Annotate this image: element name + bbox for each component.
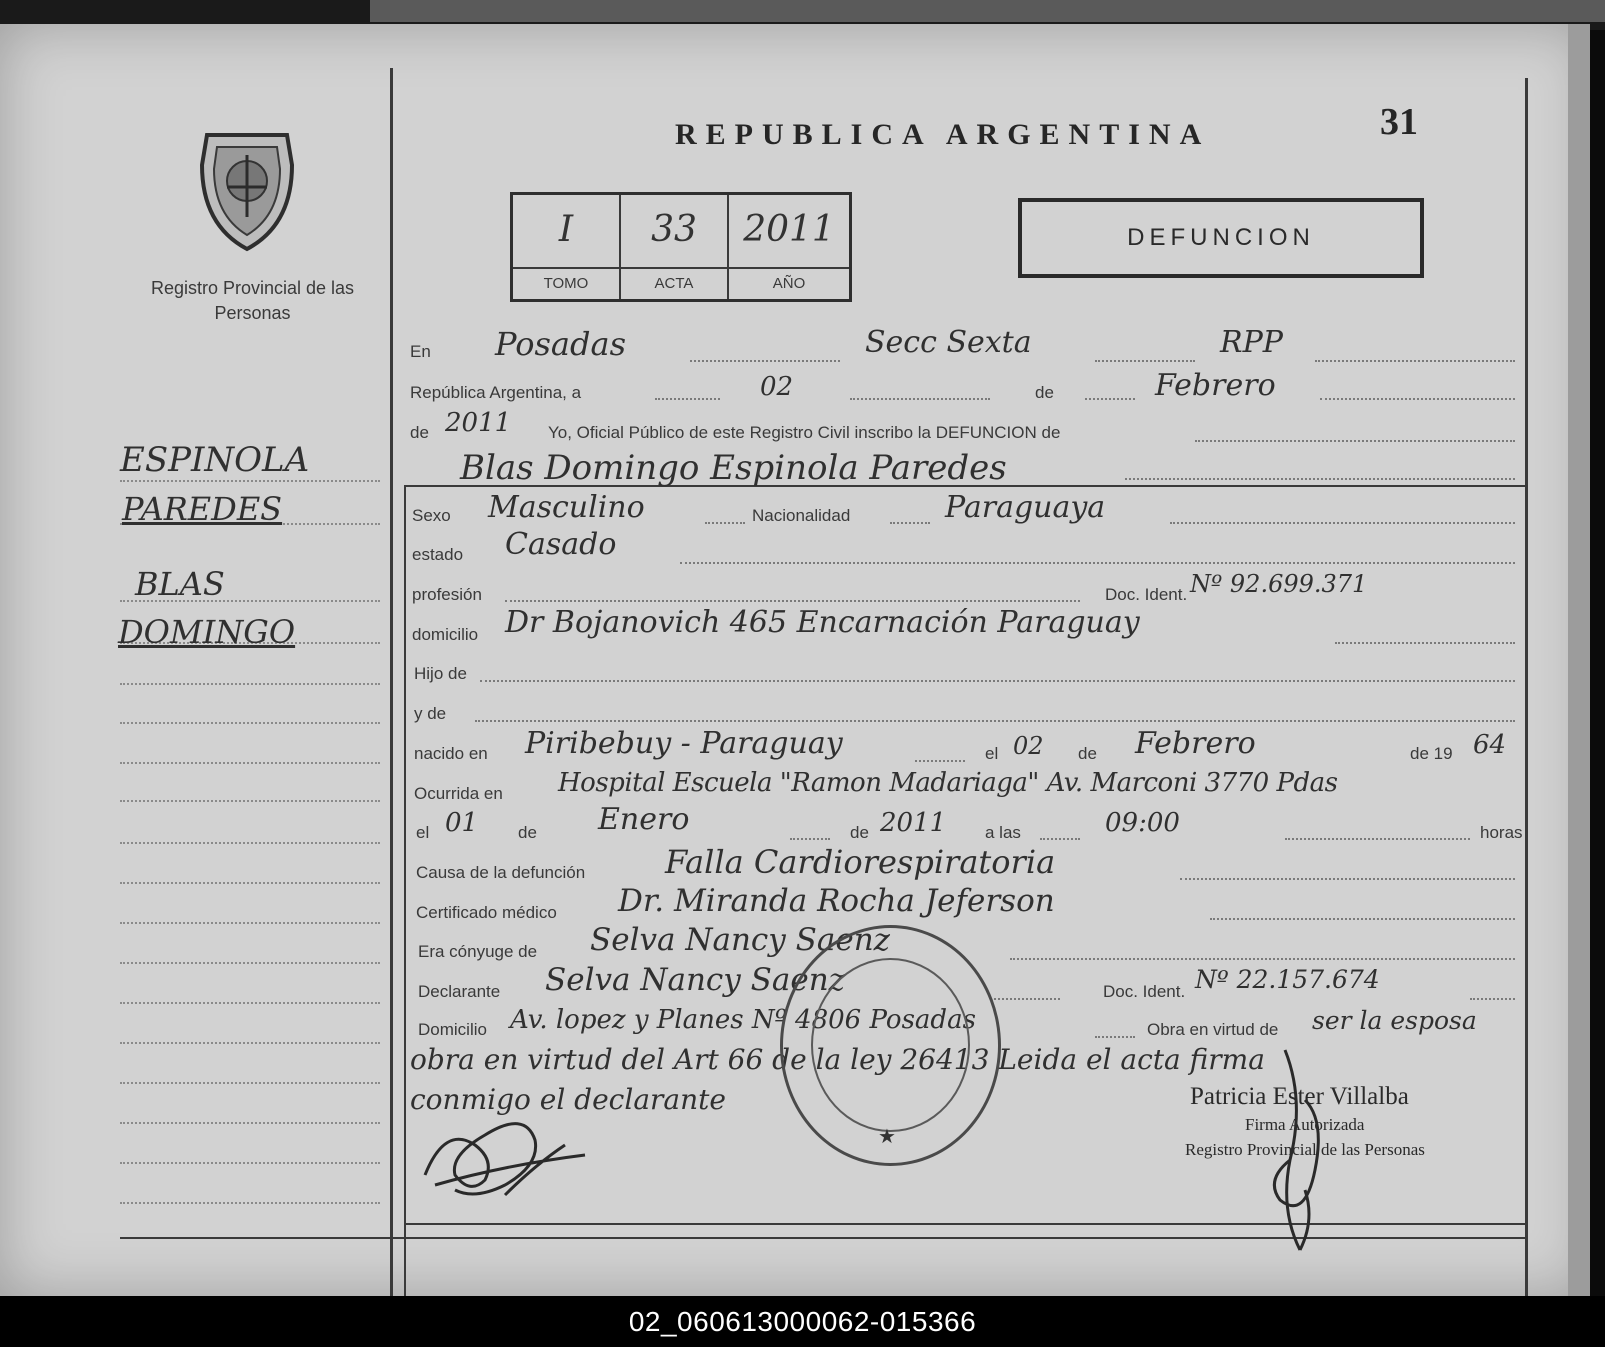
label-hijo-de: Hijo de	[414, 664, 467, 683]
acta-cell	[621, 195, 729, 299]
seal-star-icon: ★	[878, 1126, 896, 1148]
fill-line	[705, 522, 745, 524]
margin-line	[120, 882, 380, 884]
fill-line	[480, 680, 1515, 682]
margin-line	[120, 1082, 380, 1084]
label-obra-virtud: Obra en virtud de	[1147, 1020, 1279, 1039]
margin-line	[120, 762, 380, 764]
fill-line	[505, 600, 1080, 602]
label-republica: República Argentina, a	[410, 383, 582, 402]
label-estado: estado	[412, 545, 464, 564]
margin-line	[120, 480, 380, 482]
acta-label: ACTA	[621, 267, 727, 299]
birth-year-value: 64	[1473, 730, 1507, 760]
signer-institution: Registro Provincial de las Personas	[1185, 1140, 1425, 1159]
fill-line	[1170, 522, 1515, 524]
margin-line	[120, 922, 380, 924]
declarant-value: Selva Nancy Saenz	[545, 962, 846, 998]
fill-line	[1085, 398, 1135, 400]
acta-value: 33	[651, 209, 697, 250]
page-edge	[1568, 24, 1590, 1296]
tomo-label: TOMO	[513, 267, 619, 299]
tomo-cell	[513, 195, 621, 299]
birth-month-value: Febrero	[1135, 726, 1256, 761]
certificate-value: Dr. Miranda Rocha Jeferson	[618, 883, 1055, 919]
death-time-value: 09:00	[1105, 808, 1180, 838]
fill-line	[1095, 360, 1195, 362]
signer-name: Patricia Ester Villalba	[1190, 1083, 1409, 1110]
fill-line	[790, 838, 830, 840]
birthplace-value: Piribebuy - Paraguay	[525, 726, 843, 761]
fill-line	[990, 998, 1060, 1000]
label-sexo: Sexo	[412, 506, 451, 525]
label-doc-ident: Doc. Ident.	[1105, 585, 1188, 604]
fill-line	[475, 720, 1515, 722]
anio-cell	[729, 195, 849, 299]
label-nacionalidad: Nacionalidad	[752, 506, 851, 525]
note-line-1: obra en virtud del Art 66 de la ley 26413 Leida el acta firma	[410, 1043, 1265, 1076]
fill-line	[1180, 878, 1515, 880]
margin-line	[120, 842, 380, 844]
label-domicilio: domicilio	[412, 625, 479, 644]
death-year-value: 2011	[880, 808, 947, 838]
fill-line	[890, 522, 930, 524]
declarant-signature	[415, 1105, 595, 1205]
label-el: el	[985, 744, 999, 763]
fill-line	[655, 398, 720, 400]
declarant-doc-value: Nº 22.157.674	[1195, 965, 1380, 994]
label-en: En	[410, 342, 431, 361]
left-inner-divider	[404, 485, 406, 1296]
margin-divider	[390, 68, 393, 1296]
margin-line	[120, 962, 380, 964]
fill-line	[1335, 642, 1515, 644]
signer-role: Firma Autorizada	[1245, 1115, 1365, 1134]
death-month-value: Enero	[598, 802, 690, 837]
page-number: 31	[1380, 101, 1418, 143]
label-a-las: a las	[985, 823, 1021, 842]
seal-inner-ring	[811, 958, 970, 1132]
spouse-value: Selva Nancy Saenz	[590, 922, 891, 958]
margin-line	[120, 1162, 380, 1164]
provincial-emblem-icon	[192, 125, 302, 253]
fill-line	[1095, 1036, 1135, 1038]
label-yo-oficial: Yo, Oficial Público de este Registro Civil inscribo la DEFUNCION de	[548, 423, 1061, 442]
facing-page	[370, 0, 1605, 22]
label-de-19: de 19	[1410, 744, 1453, 763]
fill-line	[1125, 478, 1515, 480]
fill-line	[1470, 998, 1515, 1000]
fill-line	[850, 398, 990, 400]
birth-day-value: 02	[1013, 732, 1044, 760]
bottom-divider-right	[406, 1223, 1527, 1225]
label-de-anio: de	[410, 423, 429, 442]
tomo-value: I	[558, 209, 574, 250]
death-day-value: 01	[445, 808, 479, 838]
register-box	[510, 192, 852, 302]
margin-line	[120, 1202, 380, 1204]
fill-line	[1285, 838, 1470, 840]
note-line-2: conmigo el declarante	[410, 1083, 726, 1116]
margin-line	[120, 1122, 380, 1124]
right-border	[1525, 78, 1528, 1296]
nationality-value: Paraguaya	[945, 490, 1106, 525]
label-el-def: el	[416, 823, 430, 842]
label-doc-ident-2: Doc. Ident.	[1103, 982, 1186, 1001]
city-value: Posadas	[495, 325, 626, 363]
address-value: Dr Bojanovich 465 Encarnación Paraguay	[505, 605, 1140, 640]
fill-line	[1040, 838, 1080, 840]
label-y-de: y de	[414, 704, 447, 723]
label-de-nac: de	[1078, 744, 1097, 763]
doc-ident-value: Nº 92.699.371	[1190, 570, 1368, 598]
anio-label: AÑO	[729, 267, 849, 299]
label-de-anio-def: de	[850, 823, 869, 842]
margin-line	[120, 1042, 380, 1044]
act-type-box: DEFUNCION	[1018, 198, 1424, 278]
declarant-address-value: Av. lopez y Planes Nº 4806 Posadas	[510, 1005, 976, 1035]
fill-line	[1210, 918, 1515, 920]
label-declarante: Declarante	[418, 982, 501, 1001]
deceased-full-name: Blas Domingo Espinola Paredes	[460, 448, 1007, 488]
label-ocurrida-en: Ocurrida en	[414, 784, 503, 803]
fill-line	[1010, 958, 1515, 960]
fill-line	[1320, 398, 1515, 400]
anio-value: 2011	[743, 209, 835, 250]
act-day-value: 02	[760, 372, 794, 402]
institution-name: Registro Provincial de las Personas	[150, 278, 355, 323]
label-nacido-en: nacido en	[414, 744, 488, 763]
footer-image-id: 02_060613000062-015366	[628, 1306, 977, 1337]
official-seal	[780, 925, 1001, 1166]
label-conyuge: Era cónyuge de	[418, 942, 538, 961]
fill-line	[915, 760, 965, 762]
label-de: de	[1035, 383, 1054, 402]
margin-line	[120, 683, 380, 685]
margin-surname-2: PAREDES	[122, 490, 283, 528]
label-causa: Causa de la defunción	[416, 863, 586, 882]
sex-value: Masculino	[488, 490, 645, 525]
fill-line	[680, 562, 1515, 564]
marital-status-value: Casado	[505, 527, 617, 562]
act-month-value: Febrero	[1155, 368, 1276, 403]
section-value: Secc Sexta	[865, 325, 1032, 360]
label-de-def: de	[518, 823, 537, 842]
virtue-value: ser la esposa	[1312, 1006, 1477, 1035]
margin-line	[120, 800, 380, 802]
label-domicilio-2: Domicilio	[418, 1020, 487, 1039]
fill-line	[1315, 360, 1515, 362]
margin-line	[120, 722, 380, 724]
margin-line	[120, 1002, 380, 1004]
label-horas: horas	[1480, 823, 1523, 842]
fill-line	[1195, 440, 1515, 442]
rpp-value: RPP	[1220, 325, 1283, 360]
margin-surname-1: ESPINOLA	[120, 440, 310, 480]
label-profesion: profesión	[412, 585, 482, 604]
act-year-value: 2011	[445, 408, 512, 438]
margin-firstname-1: BLAS	[135, 565, 225, 603]
death-place-value: Hospital Escuela "Ramon Madariaga" Av. Marconi 3770 Pdas	[558, 768, 1338, 798]
cause-value: Falla Cardiorespiratoria	[665, 843, 1056, 881]
label-certificado: Certificado médico	[416, 903, 557, 922]
margin-firstname-2: DOMINGO	[118, 613, 296, 651]
fill-line	[690, 360, 840, 362]
country-title: REPUBLICA ARGENTINA	[675, 118, 1211, 151]
